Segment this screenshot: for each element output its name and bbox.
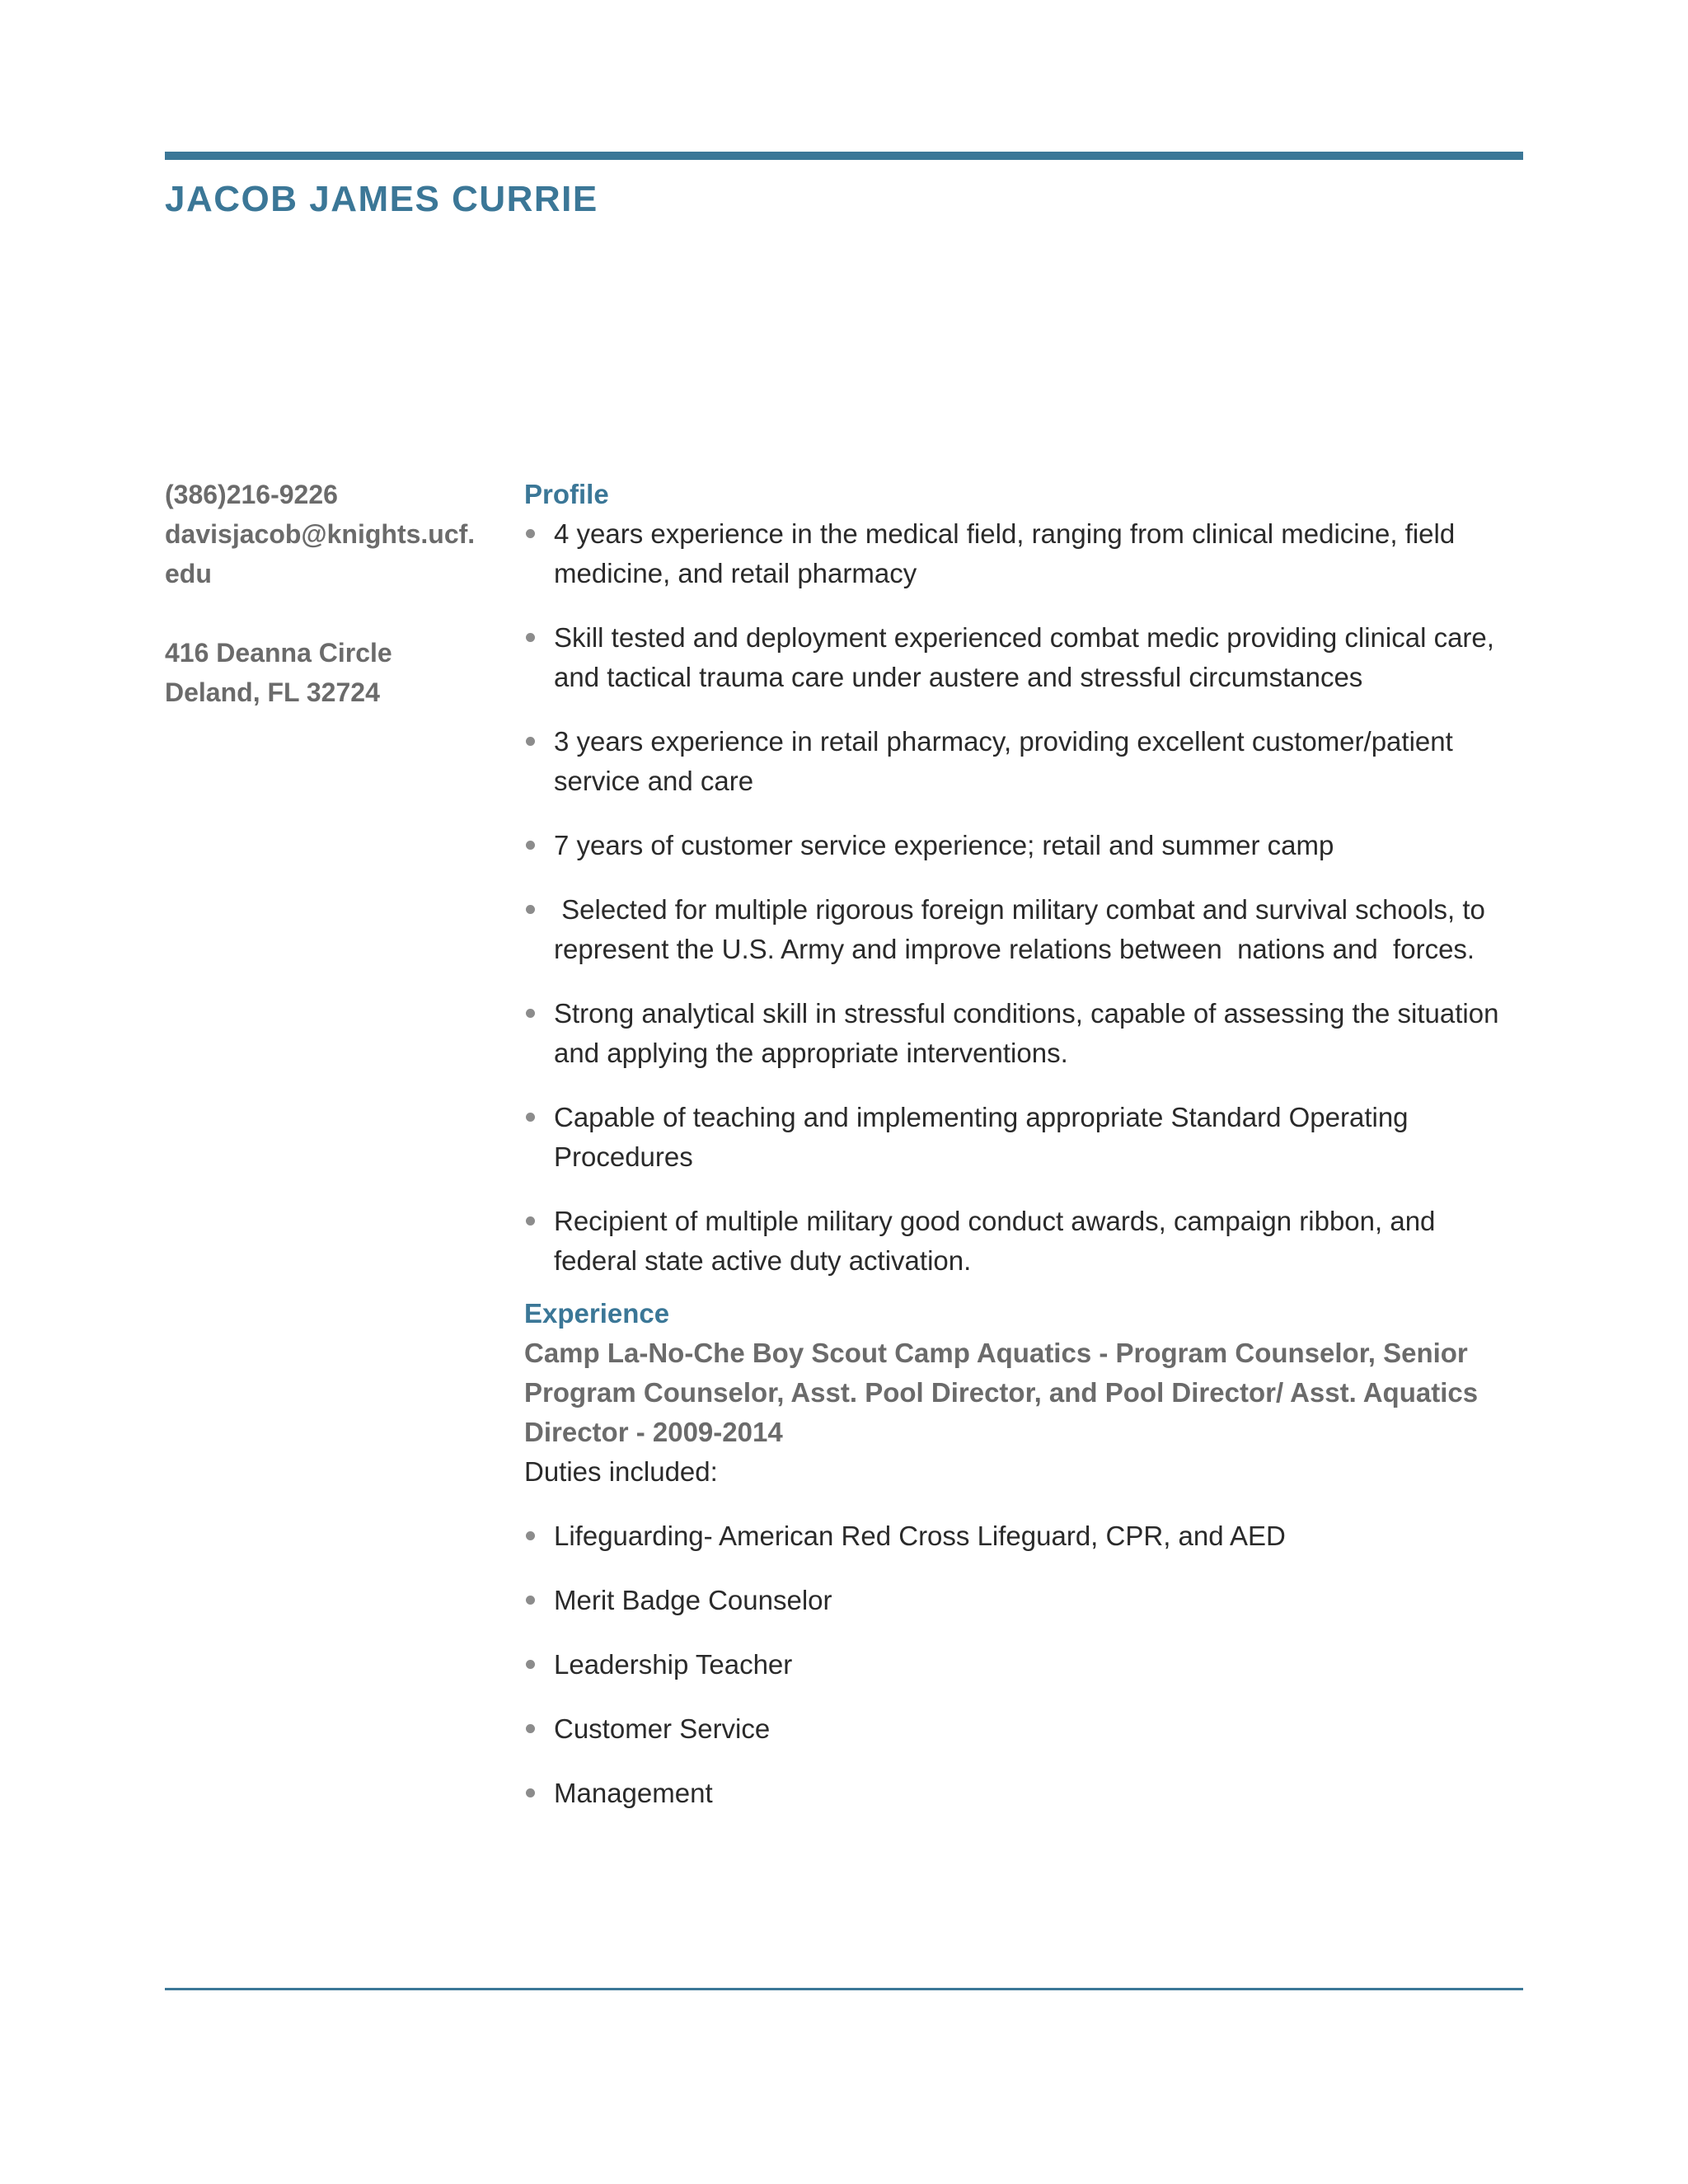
list-item	[524, 1645, 1523, 1685]
list-item	[524, 1774, 1523, 1813]
list-item	[524, 1202, 1523, 1281]
list-item-text: Management	[554, 1778, 713, 1808]
bullet-icon	[526, 841, 535, 850]
profile-list	[524, 514, 1523, 1281]
list-item	[524, 722, 1523, 801]
list-item	[524, 1098, 1523, 1177]
candidate-name: JACOB JAMES CURRIE	[165, 179, 598, 219]
bullet-icon	[526, 1531, 535, 1540]
bullet-icon	[526, 1596, 535, 1605]
main-column	[524, 475, 1523, 1838]
list-item	[524, 618, 1523, 697]
bullet-icon	[526, 633, 535, 642]
list-item-text: Strong analytical skill in stressful conditions, capable of assessing the situation and applying the appropriate interventions.	[554, 998, 1499, 1068]
list-item-text: Leadership Teacher	[554, 1649, 793, 1680]
list-item	[524, 994, 1523, 1073]
list-item-text: Lifeguarding- American Red Cross Lifeguard, CPR, and AED	[554, 1521, 1286, 1551]
list-item	[524, 1709, 1523, 1749]
bullet-icon	[526, 1724, 535, 1733]
list-item	[524, 890, 1523, 969]
bullet-icon	[526, 529, 535, 538]
list-item-text: Merit Badge Counselor	[554, 1585, 832, 1615]
job-title: Camp La-No-Che Boy Scout Camp Aquatics - Program Counselor, Senior Program Counselor, Asst. Pool Director, and Pool Director/ Asst. Aquatics Director - 2009-2014	[524, 1338, 1479, 1447]
contact-spacer	[165, 593, 495, 633]
bullet-icon	[526, 1788, 535, 1797]
list-item-text: Skill tested and deployment experienced combat medic providing clinical care, and tactical trauma care under austere and stressful circumstances	[554, 622, 1494, 692]
contact-column	[165, 475, 495, 712]
list-item-text: Selected for multiple rigorous foreign military combat and survival schools, to represent the U.S. Army and improve relations between nations and forces.	[554, 894, 1493, 964]
email-line-1: davisjacob@knights.ucf.	[165, 519, 476, 549]
top-divider	[165, 152, 1523, 160]
email-line-2: edu	[165, 559, 212, 588]
profile-heading: Profile	[524, 479, 609, 509]
address-line-2: Deland, FL 32724	[165, 677, 380, 707]
list-item	[524, 826, 1523, 865]
experience-heading: Experience	[524, 1298, 670, 1329]
bullet-icon	[526, 737, 535, 746]
duties-list	[524, 1516, 1523, 1813]
address-line-1: 416 Deanna Circle	[165, 638, 392, 668]
duties-label: Duties included:	[524, 1456, 718, 1487]
list-item	[524, 1581, 1523, 1620]
bullet-icon	[526, 1216, 535, 1226]
list-item-text: 3 years experience in retail pharmacy, providing excellent customer/patient service and care	[554, 726, 1453, 796]
bullet-icon	[526, 1113, 535, 1122]
bottom-divider	[165, 1988, 1523, 1990]
bullet-icon	[526, 1009, 535, 1018]
list-item-text: Recipient of multiple military good conduct awards, campaign ribbon, and federal state active duty activation.	[554, 1206, 1436, 1276]
list-item-text: Customer Service	[554, 1713, 771, 1744]
list-item	[524, 514, 1523, 593]
list-item-text: 7 years of customer service experience; retail and summer camp	[554, 830, 1334, 860]
phone-number: (386)216-9226	[165, 480, 338, 509]
list-item-text: 4 years experience in the medical field, ranging from clinical medicine, field medicine, and retail pharmacy	[554, 518, 1456, 588]
list-item	[524, 1516, 1523, 1556]
bullet-icon	[526, 1660, 535, 1669]
list-item-text: Capable of teaching and implementing appropriate Standard Operating Procedures	[554, 1102, 1409, 1172]
bullet-icon	[526, 905, 535, 914]
